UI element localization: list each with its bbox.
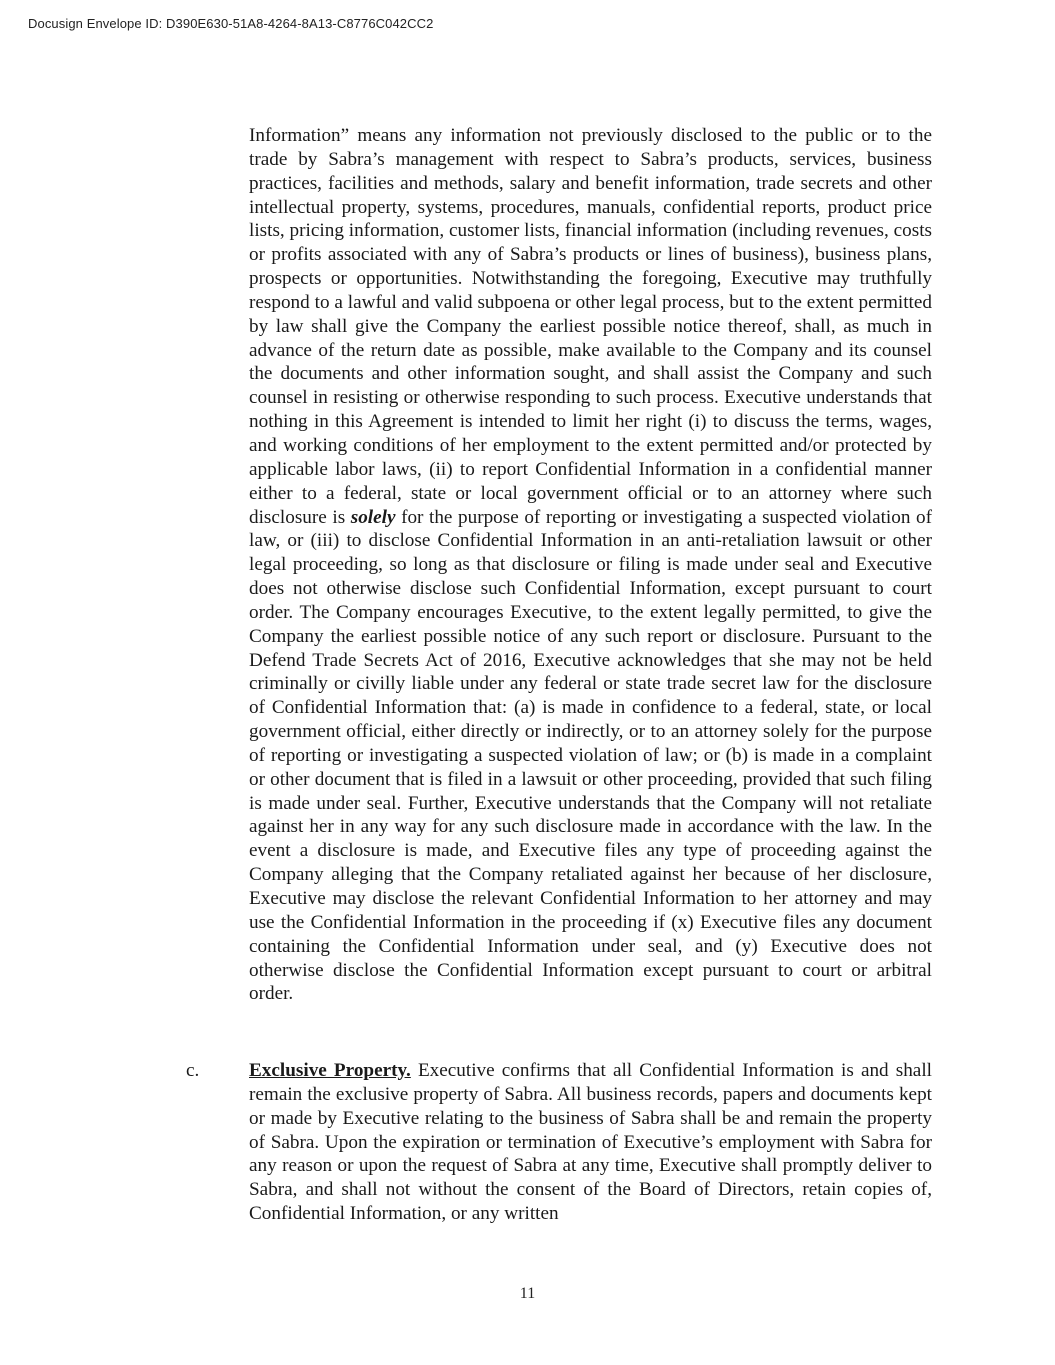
section-letter: c. [186, 1060, 200, 1081]
section-heading: Exclusive Property. [249, 1060, 411, 1081]
paragraph-text-part-1: Information” means any information not previously disclosed to the public or to the trade by Sabra’s management with respect to Sabra’s products, services, business practices, facilities and methods, salary and benefit information, trade secrets and other intellectual property, systems, procedures, manuals, confidential reports, product price lists, pricing information, customer lists, financial information (including revenues, costs or profits associated with any of Sabra’s products or lines of business), business plans, prospects or opportunities. Notwithstanding the foregoing, Executive may truthfully respond to a lawful and valid subpoena or other legal process, but to the extent permitted by law shall give the Company the earliest possible notice thereof, shall, as much in advance of the return date as possible, make available to the Company and its counsel the documents and other information sought, and shall assist the Company and such counsel in resisting or otherwise responding to such process. Executive understands that nothing in this Agreement is intended to limit her right (i) to discuss the terms, wages, and working conditions of her employment to the extent permitted and/or protected by applicable labor laws, (ii) to report Confidential Information in a confidential manner either to a federal, state or local government official or to an attorney where such disclosure is [249, 125, 932, 528]
docusign-envelope-id: Docusign Envelope ID: D390E630-51A8-4264-8A13-C8776C042CC2 [28, 16, 434, 31]
section-c-body [249, 1059, 932, 1226]
paragraph-text-part-2: for the purpose of reporting or investigating a suspected violation of law, or (iii) to disclose Confidential Information in an anti-retaliation lawsuit or other legal proceeding, so long as that disclosure or filing is made under seal and Executive does not otherwise disclose such Confidential Information, except pursuant to court order. The Company encourages Executive, to the extent legally permitted, to give the Company the earliest possible notice of any such report or disclosure. Pursuant to the Defend Trade Secrets Act of 2016, Executive acknowledges that she may not be held criminally or civilly liable under any federal or state trade secret law for the disclosure of Confidential Information that: (a) is made in confidence to a federal, state, or local government official, either directly or indirectly, or to an attorney solely for the purpose of reporting or investigating a suspected violation of law; or (b) is made in a complaint or other document that is filed in a lawsuit or other proceeding, provided that such filing is made under seal. Further, Executive understands that the Company will not retaliate against her in any way for any such disclosure made in accordance with the law. In the event a disclosure is made, and Executive files any type of proceeding against the Company alleging that the Company retaliated against her because of her disclosure, Executive may disclose the relevant Confidential Information to her attorney and may use the Confidential Information in the proceeding if (x) Executive files any document containing the Confidential Information under seal, and (y) Executive does not otherwise disclose the Confidential Information except pursuant to court or arbitral order. [249, 506, 932, 1005]
emphasis-solely: solely [350, 506, 396, 528]
section-c-text: Executive confirms that all Confidential Information is and shall remain the exclusive property of Sabra. All business records, papers and documents kept or made by Executive relating to the business of Sabra shall be and remain the property of Sabra. Upon the expiration or termination of Executive’s employment with Sabra for any reason or upon the request of Sabra at any time, Executive shall promptly deliver to Sabra, and shall not without the consent of the Board of Directors, retain copies of, Confidential Information, or any written [249, 1060, 932, 1225]
page-number: 11 [519, 1285, 536, 1302]
confidential-information-paragraph [249, 124, 932, 1006]
